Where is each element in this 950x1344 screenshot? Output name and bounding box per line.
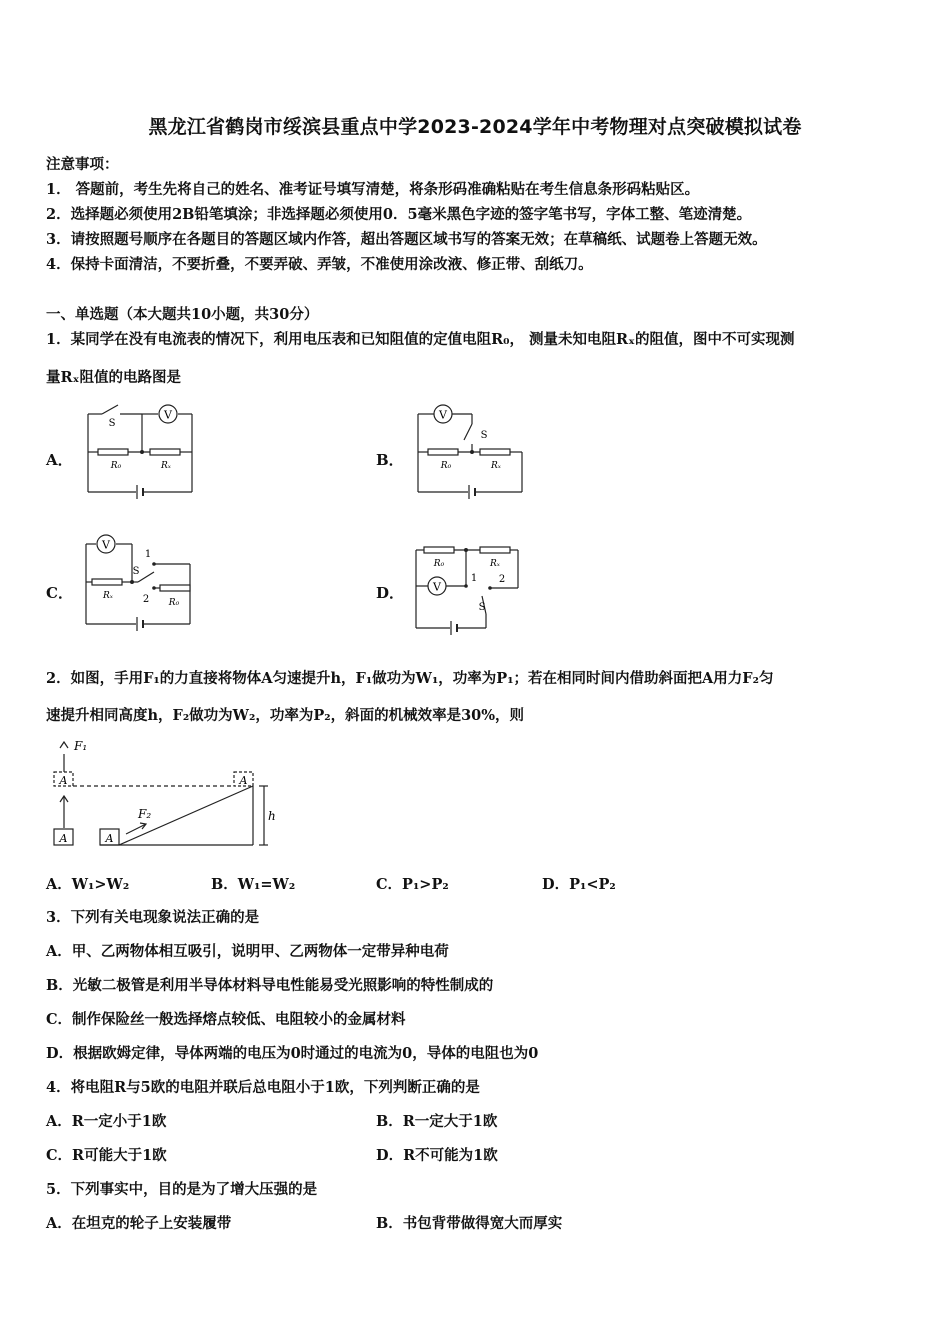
force-f1-label: F₁ (74, 739, 88, 753)
q4-stem: 4．将电阻R与5欧的电阻并联后总电阻小于1欧，下列判断正确的是 (46, 1079, 480, 1096)
switch-label: S (132, 566, 140, 577)
terminal-2-label: 2 (498, 574, 506, 585)
notice-item: 1． 答题前，考生先将自己的姓名、准考证号填写清楚，将条形码准确粘贴在考生信息条形码粘贴区。 (46, 181, 700, 198)
voltmeter-label: V (439, 408, 447, 422)
page-title: 黑龙江省鹤岗市绥滨县重点中学2023-2024学年中考物理对点突破模拟试卷 (148, 116, 802, 138)
voltmeter-label: V (164, 408, 172, 422)
q2-option-b: B．W₁=W₂ (211, 876, 296, 893)
resistor-rx-label: Rₓ (103, 591, 113, 601)
q2-option-a: A．W₁>W₂ (46, 876, 130, 893)
notice-item: 2．选择题必须使用2B铅笔填涂；非选择题必须使用0．5毫米黑色字迹的签字笔书写，字体工整、笔迹清楚。 (46, 206, 752, 223)
resistor-r0-label: R₀ (168, 598, 180, 608)
terminal-1-label: 1 (144, 549, 152, 560)
q3-option-b: B．光敏二极管是利用半导体材料导电性能易受光照影响的特性制成的 (46, 977, 494, 994)
switch-label: S (480, 430, 488, 441)
circuit-a-diagram (80, 400, 200, 500)
q4-option-b: B．R一定大于1欧 (376, 1113, 498, 1130)
object-a-label: A (239, 774, 248, 787)
q3-option-c: C．制作保险丝一般选择熔点较低、电阻较小的金属材料 (46, 1011, 406, 1028)
resistor-r0-label: R₀ (433, 559, 445, 569)
resistor-rx-label: Rₓ (491, 461, 501, 471)
terminal-1-label: 1 (470, 573, 478, 584)
q3-option-a: A．甲、乙两物体相互吸引，说明甲、乙两物体一定带异种电荷 (46, 943, 449, 960)
q4-option-c: C．R可能大于1欧 (46, 1147, 167, 1164)
object-a-label: A (59, 832, 68, 845)
voltmeter-label: V (433, 580, 441, 594)
notice-item: 3．请按照题号顺序在各题目的答题区域内作答，超出答题区域书写的答案无效；在草稿纸、试题卷上答题无效。 (46, 231, 767, 248)
q2-stem-line1: 2．如图，手用F₁的力直接将物体A匀速提升h，F₁做功为W₁，功率为P₁；若在相同时间内借助斜面把A用力F₂匀 (46, 670, 774, 687)
voltmeter-label: V (102, 538, 110, 552)
q5-option-b: B．书包背带做得宽大而厚实 (376, 1215, 563, 1232)
circuit-c-diagram (80, 530, 210, 636)
notice-heading: 注意事项： (46, 156, 119, 173)
q4-option-d: D．R不可能为1欧 (376, 1147, 498, 1164)
q2-option-d: D．P₁<P₂ (542, 876, 616, 893)
force-f2-label: F₂ (138, 807, 152, 821)
object-a-label: A (105, 832, 114, 845)
switch-label: S (108, 418, 116, 429)
resistor-rx-label: Rₓ (490, 559, 500, 569)
q1-stem-line2: 量Rₓ阻值的电路图是 (46, 369, 181, 386)
height-h-label: h (268, 809, 276, 823)
q1-option-b-label: B． (376, 451, 404, 469)
resistor-rx-label: Rₓ (161, 461, 171, 471)
terminal-2-label: 2 (142, 594, 150, 605)
section-heading: 一、单选题（本大题共10小题，共30分） (46, 306, 319, 323)
q3-stem: 3．下列有关电现象说法正确的是 (46, 909, 260, 926)
object-a-label: A (59, 774, 68, 787)
resistor-r0-label: R₀ (440, 461, 452, 471)
q5-stem: 5．下列事实中，目的是为了增大压强的是 (46, 1181, 318, 1198)
q3-option-d: D．根据欧姆定律，导体两端的电压为0时通过的电流为0，导体的电阻也为0 (46, 1045, 539, 1062)
q5-option-a: A．在坦克的轮子上安装履带 (46, 1215, 232, 1232)
circuit-d-diagram (408, 538, 528, 638)
q1-stem-line1: 1．某同学在没有电流表的情况下，利用电压表和已知阻值的定值电阻R₀， 测量未知电阻Rₓ的阻值，图中不可实现测 (46, 331, 795, 348)
q1-option-d-label: D． (376, 584, 405, 602)
incline-figure (46, 738, 286, 850)
switch-label: S (478, 602, 486, 613)
circuit-b-diagram (410, 400, 530, 500)
q4-option-a: A．R一定小于1欧 (46, 1113, 167, 1130)
resistor-r0-label: R₀ (110, 461, 122, 471)
q2-stem-line2: 速提升相同高度h，F₂做功为W₂，功率为P₂，斜面的机械效率是30%，则 (46, 707, 525, 724)
q1-option-c-label: C． (46, 584, 73, 602)
q1-option-a-label: A． (46, 451, 73, 469)
notice-item: 4．保持卡面清洁，不要折叠，不要弄破、弄皱，不准使用涂改液、修正带、刮纸刀。 (46, 256, 593, 273)
q2-option-c: C．P₁>P₂ (376, 876, 449, 893)
